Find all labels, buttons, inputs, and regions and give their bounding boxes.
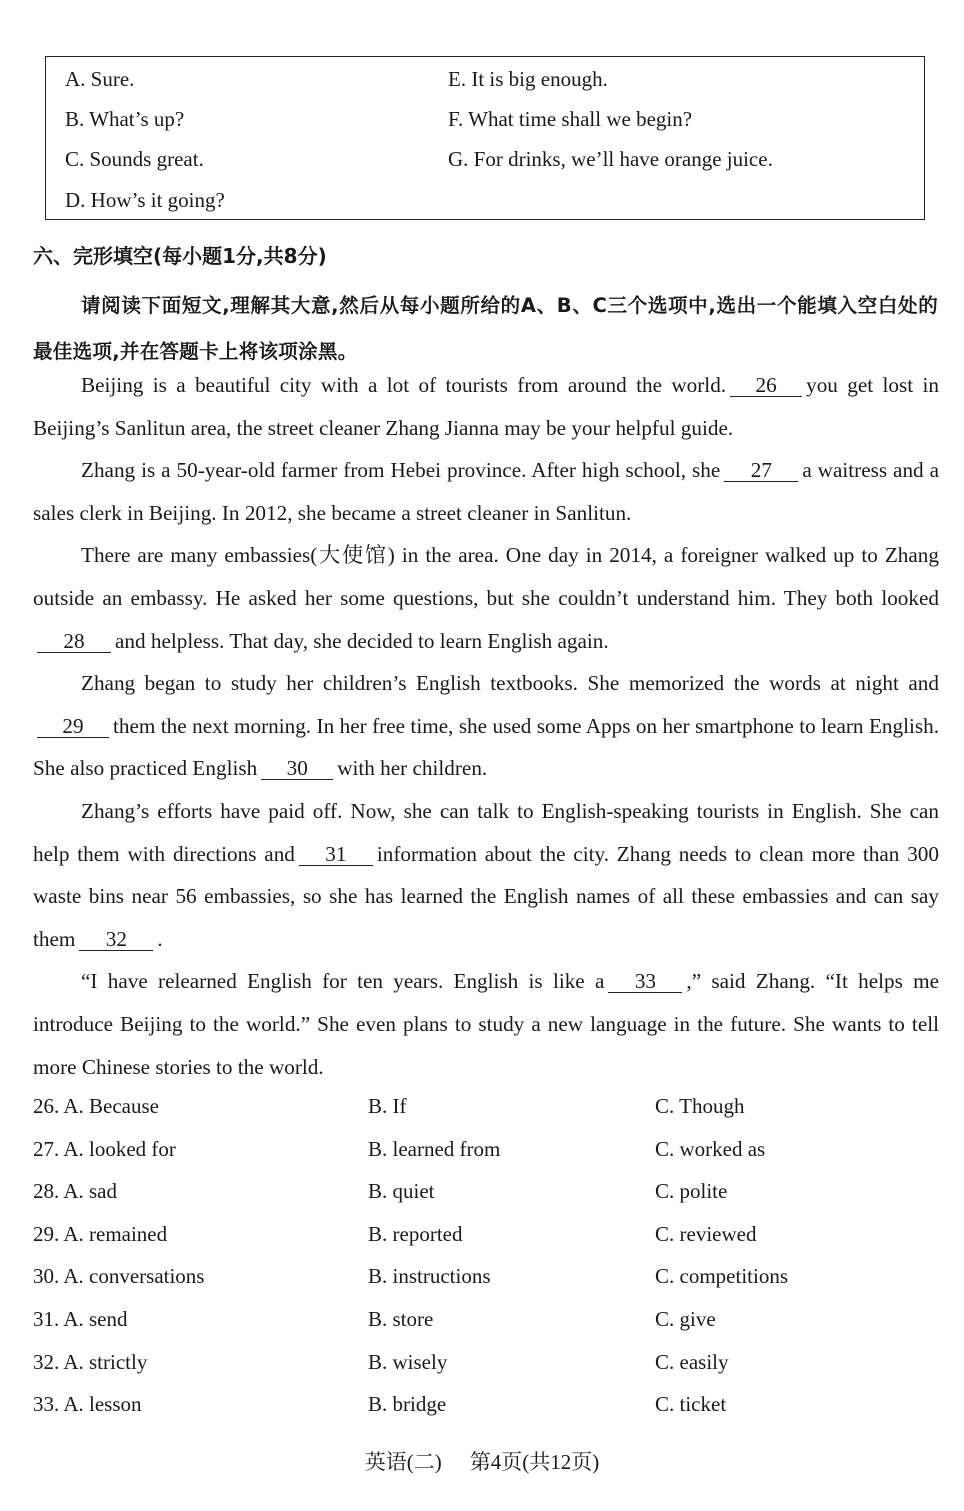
choice-a: 33. A. lesson [33,1392,142,1417]
choice-a: 31. A. send [33,1306,128,1331]
footer-subject: 英语(二) [364,1450,442,1474]
choice-c: C. polite [655,1179,728,1204]
choice-a: 27. A. looked for [33,1136,176,1161]
section-instruction: 请阅读下面短文,理解其大意,然后从每小题所给的A、B、C三个选项中,选出一个能填入空白处的最佳选项,并在答题卡上将该项涂黑。 [33,294,938,363]
paragraph-4 [33,662,939,790]
paragraph-text: . [157,926,163,951]
blank-31: 31 [299,841,373,866]
option-a: A. Sure. [65,67,135,91]
choice-c: C. reviewed [655,1221,757,1246]
question-row [33,1341,939,1384]
choice-a: 32. A. strictly [33,1349,148,1374]
choice-c: C. easily [655,1349,729,1374]
option-e: E. It is big enough. [448,67,608,91]
choice-a: 28. A. sad [33,1179,117,1204]
choice-b: B. learned from [368,1136,501,1161]
paragraph-text: There are many embassies(大使馆) in the area. One day in 2014, a foreigner walked up to Zhang outside an embassy. He asked her some questions, but she couldn’t understand him. They both looked [33,543,939,610]
option-b: B. What’s up? [65,107,185,131]
paragraph-text: Zhang’s efforts have paid off. Now, she can talk to English-speaking tourists in English. She can help them with directions and [33,798,939,866]
paragraph-text: Beijing is a beautiful city with a lot of tourists from around the world. [81,373,727,397]
blank-28: 28 [37,628,111,653]
question-row [33,1298,939,1341]
choice-a: 26. A. Because [33,1094,159,1118]
choice-b: B. If [368,1094,407,1118]
cloze-passage [33,364,939,1088]
paragraph-text: Zhang is a 50-year-old farmer from Hebei province. After high school, she [81,458,721,483]
paragraph-2 [33,449,939,534]
question-list [33,1085,939,1426]
blank-30: 30 [261,755,333,780]
paragraph-text: and helpless. That day, she decided to learn English again. [115,628,609,653]
paragraph-5 [33,790,939,960]
question-row [33,1383,939,1426]
paragraph-1 [33,364,939,449]
choice-c: C. give [655,1306,716,1331]
paragraph-text: Zhang began to study her children’s English textbooks. She memorized the words at night and [81,671,939,696]
footer-page-number: 第4页(共12页) [469,1450,600,1474]
paragraph-text: with her children. [337,756,488,781]
choice-b: B. store [368,1306,434,1331]
blank-32: 32 [79,926,153,951]
paragraph-text: a waitress and a sales clerk in Beijing. In 2012, she became a street cleaner in Sanlitun. [33,458,940,525]
option-f: F. What time shall we begin? [448,107,693,131]
choice-c: C. competitions [655,1264,788,1289]
paragraph-6 [33,960,939,1088]
choice-b: B. instructions [368,1264,491,1289]
choice-c: C. ticket [655,1392,727,1417]
question-row [33,1128,939,1171]
blank-29: 29 [37,713,109,738]
question-row [33,1085,939,1128]
question-row [33,1170,939,1213]
option-c: C. Sounds great. [65,147,204,171]
paragraph-text: “I have relearned English for ten years. English is like a [81,969,605,994]
paragraph-text: them the next morning. In her free time, she used some Apps on her smartphone to learn English. She also practiced English [33,713,939,781]
page-footer [0,1446,964,1476]
choice-b: B. wisely [368,1349,448,1374]
choice-b: B. quiet [368,1179,435,1204]
choice-c: C. Though [655,1094,745,1118]
choice-b: B. reported [368,1221,463,1246]
choice-c: C. worked as [655,1136,766,1161]
options-box [45,56,925,220]
paragraph-text: ,” said Zhang. “It helps me introduce Beijing to the world.” She even plans to study a new language in the future. She wants to tell more Chinese stories to the world. [33,969,939,1079]
choice-b: B. bridge [368,1392,447,1417]
question-row [33,1213,939,1256]
paragraph-text: you get lost in Beijing’s Sanlitun area, the street cleaner Zhang Jianna may be your helpful guide. [33,373,940,440]
blank-33: 33 [608,968,682,993]
question-row [33,1255,939,1298]
section-title: 六、完形填空(每小题1分,共8分) [33,244,327,268]
paragraph-3 [33,534,939,662]
choice-a: 29. A. remained [33,1221,168,1246]
choice-a: 30. A. conversations [33,1264,205,1289]
option-g: G. For drinks, we’ll have orange juice. [448,147,773,171]
option-d: D. How’s it going? [65,188,225,212]
blank-26: 26 [730,372,802,397]
paragraph-text: information about the city. Zhang needs to clean more than 300 waste bins near 56 embassies, so she has learned the English names of all these embassies and can say them [33,841,939,951]
blank-27: 27 [724,457,798,482]
